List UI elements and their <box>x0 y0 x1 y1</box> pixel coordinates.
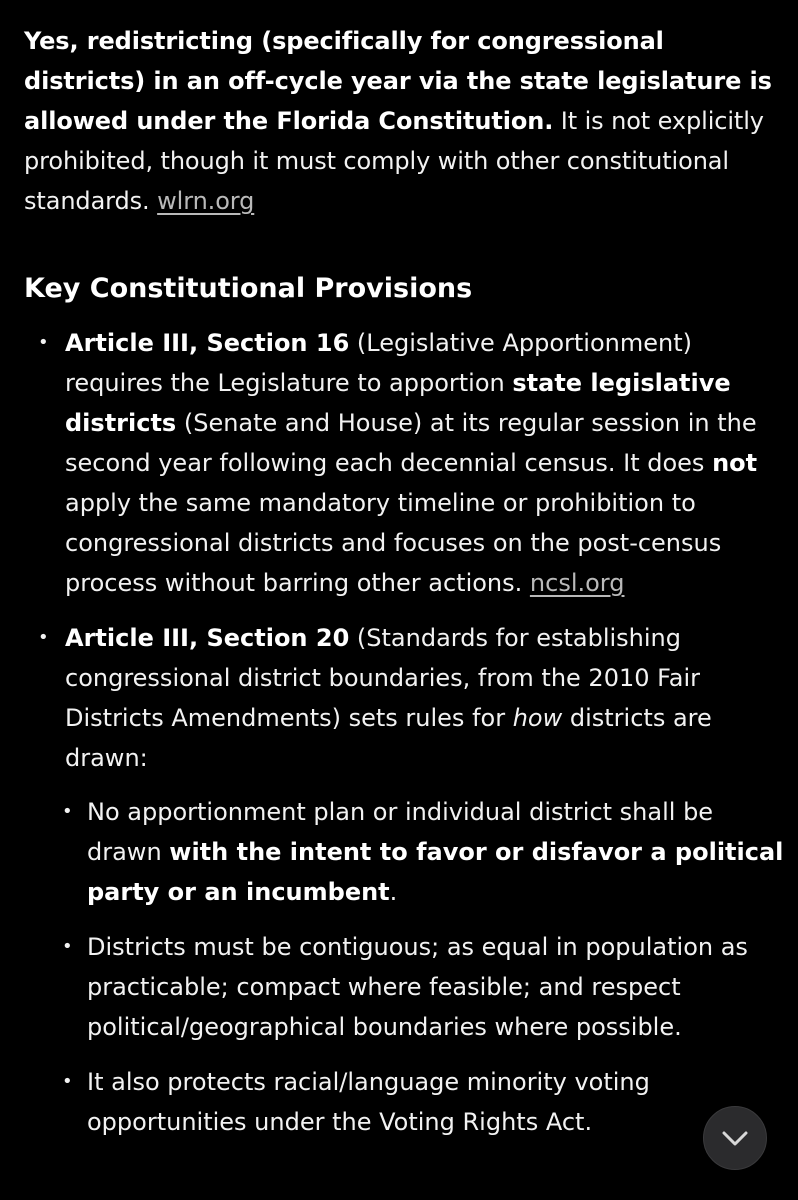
item-title: Article III, Section 16 <box>65 329 350 357</box>
intro-text: It is not explicitly prohibited, though it must comply with other constitutional standards. <box>24 107 764 215</box>
item-text: apply the same mandatory timeline or prohibition to congressional districts and focuses on the post-census process without barring other actions. <box>65 489 722 597</box>
citation-link-ncsl[interactable]: ncsl.org <box>529 569 625 597</box>
item-title: Article III, Section 20 <box>65 624 350 652</box>
list-item-article-iii-section-20 <box>24 618 784 1142</box>
subitem-text: . <box>389 878 398 906</box>
subitem-text: No apportionment plan or individual district shall be drawn <box>87 798 714 866</box>
item-text: districts are drawn: <box>65 704 712 772</box>
item-text: (Legislative Apportionment) requires the Legislature to apportion <box>65 329 692 397</box>
subitem-text: It also protects racial/language minority voting opportunities under the Voting Rights Act. <box>87 1068 650 1136</box>
sublist-item <box>65 927 784 1047</box>
provisions-list <box>24 323 784 1142</box>
item-bold-text: state legislative districts <box>65 369 731 437</box>
intro-bold-text: Yes, redistricting (specifically for congressional districts) in an off-cycle year via the state legislature is allowed under the Florida Constitution. <box>24 27 772 135</box>
section-heading: Key Constitutional Provisions <box>24 273 473 304</box>
item-text: (Senate and House) at its regular session in the second year following each decennial census. It does <box>65 409 757 477</box>
item-text: (Standards for establishing congressional district boundaries, from the 2010 Fair Districts Amendments) sets rules for <box>65 624 700 732</box>
sublist-item <box>65 792 784 912</box>
intro-paragraph <box>24 21 784 221</box>
response-content <box>24 21 784 1157</box>
subitem-bold-text: with the intent to favor or disfavor a political party or an incumbent <box>87 838 784 906</box>
scroll-to-bottom-button[interactable] <box>703 1106 767 1170</box>
item-italic-text: how <box>512 704 563 732</box>
chevron-down-icon <box>720 1128 750 1148</box>
citation-link-wlrn[interactable]: wlrn.org <box>157 187 255 215</box>
item-bold-text: not <box>712 449 758 477</box>
standards-sublist <box>65 792 784 1142</box>
subitem-text: Districts must be contiguous; as equal in population as practicable; compact where feasible; and respect political/geographical boundaries where possible. <box>87 933 748 1041</box>
list-item-article-iii-section-16 <box>24 323 784 603</box>
sublist-item <box>65 1062 784 1142</box>
